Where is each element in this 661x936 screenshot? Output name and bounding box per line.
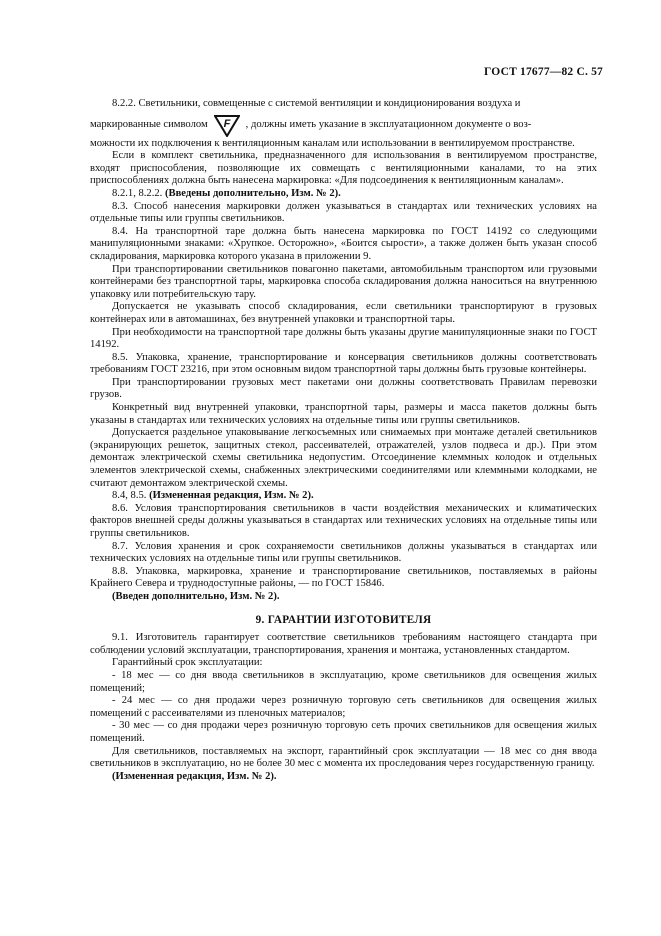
symbol-line-rest: , должны иметь указание в эксплуатационном документе о воз- [245, 119, 532, 131]
page-header: ГОСТ 17677—82 С. 57 [484, 66, 603, 78]
amendment-note: (Измененная редакция, Изм. № 2). [112, 770, 277, 782]
paragraph: При транспортировании светильников повагонно пакетами, автомобильным транспортом или грузовыми контейнерами без транспортной тары, маркировка способа складирования должна наноситься на внутреннюю упаковку или потребительскую тару. [90, 263, 597, 300]
clause-ref: 8.4, 8.5. [112, 490, 147, 502]
paragraph-8-8: 8.8. Упаковка, маркировка, хранение и транспортирование светильников, поставляемых в районы Крайнего Севера и труднодоступные районы, — по ГОСТ 15846. [90, 565, 597, 590]
paragraph: Допускается не указывать способ складирования, если светильники транспортируют в грузовых контейнерах или в автомашинах, без внутренней упаковки и транспортной тары. [90, 301, 597, 325]
paragraph-8-4: 8.4. На транспортной таре должна быть нанесена маркировка по ГОСТ 14192 со следующими манипуляционными знаками: «Хрупкое. Осторожно», «Боится сырости», а также должен быть указан способ складирования, маркировка которого указана в приложении 9. [90, 225, 597, 262]
document-body [90, 98, 597, 783]
triangle-f-symbol-icon [214, 115, 240, 137]
symbol-letter: F [223, 117, 231, 130]
paragraph: При необходимости на транспортной таре должны быть указаны другие манипуляционные знаки по ГОСТ 14192. [90, 326, 597, 351]
amendment-note: (Введен дополнительно, Изм. № 2). [112, 590, 280, 602]
paragraph-8-5: 8.5. Упаковка, хранение, транспортирование и консервация светильников должны соответствовать требованиям ГОСТ 23216, при этом основным видом транспортной тары должны быть грузовые контейнеры. [90, 351, 597, 376]
paragraph: При транспортировании грузовых мест пакетами они должны соответствовать Правилам перевозки грузов. [90, 376, 597, 401]
paragraph-8-7: 8.7. Условия хранения и срок сохраняемости светильников должны указываться в стандартах или технических условиях на отдельные типы или группы светильников. [90, 540, 597, 565]
paragraph: Гарантийный срок эксплуатации: [112, 657, 263, 669]
paragraph-amendment [90, 490, 597, 503]
paragraph: Конкретный вид внутренней упаковки, транспортной тары, размеры и масса пакетов должны быть указаны в стандартах или технических условиях на отдельные типы или группы светильников. [90, 402, 597, 426]
paragraph: Для светильников, поставляемых на экспорт, гарантийный срок эксплуатации — 18 мес со дня ввода светильников в эксплуатацию, но не более 30 мес с момента их проследования через государственную границу. [90, 745, 597, 770]
paragraph-8-6: 8.6. Условия транспортирования светильников в части воздействия механических и климатических факторов внешней среды должны указываться в стандартах или технических условиях на отдельные типы или группы светильников. [90, 502, 597, 539]
paragraph-8-2-2-cont: можности их подключения к вентиляционным каналам или использовании в вентилируемом пространстве. [90, 137, 575, 149]
paragraph-amendment [90, 188, 597, 201]
paragraph: Если в комплект светильника, предназначенного для использования в вентилируемом пространстве, входят приспособления, позволяющие их совмещать с вентиляционными каналами, то на этих приспособлениях должна быть нанесена маркировка: «Для подсоединения к вентиляционным каналам». [90, 150, 597, 187]
list-item: - 18 мес — со дня ввода светильников в эксплуатацию, кроме светильников для освещения жилых помещений; [90, 669, 597, 694]
paragraph-8-3: 8.3. Способ нанесения маркировки должен указываться в стандартах или технических условиях на отдельные типы или группы светильников. [90, 200, 597, 225]
amendment-note: (Измененная редакция, Изм. № 2). [149, 490, 314, 502]
section-title: 9. ГАРАНТИИ ИЗГОТОВИТЕЛЯ [255, 613, 432, 626]
list-item: - 30 мес — со дня продажи через розничную торговую сеть прочих светильников для освещения жилых помещений. [90, 720, 597, 744]
list-item: - 24 мес — со дня продажи через розничную торговую сеть светильников для освещения жилых помещений с рассеивателями из пленочных материалов; [90, 695, 597, 719]
paragraph: Допускается раздельное упаковывание легкосъемных или снимаемых при монтаже деталей светильников (экранирующих решеток, защитных стекол, рассеивателей, отражателей, узлов подвеса и др.). При этом демонтаж электрической схемы светильника недопустим. Отсоединение клеммных колодок и отдельных элементов электрической схемы, снабженных электрическими соединителями или клеммными колодками, не считают демонтажом электрической схемы. [90, 427, 597, 489]
clause-ref: 8.2.1, 8.2.2. [112, 187, 163, 199]
paragraph-9-1: 9.1. Изготовитель гарантирует соответствие светильников требованиям настоящего стандарта при соблюдении условий эксплуатации, транспортирования, хранения и монтажа, установленных стандартом. [90, 632, 597, 656]
symbol-line-label: маркированные символом [90, 119, 208, 131]
symbol-line [90, 115, 597, 137]
paragraph-8-2-2: 8.2.2. Светильники, совмещенные с системой вентиляции и кондиционирования воздуха и [112, 98, 521, 109]
amendment-note: (Введены дополнительно, Изм. № 2). [164, 187, 341, 199]
